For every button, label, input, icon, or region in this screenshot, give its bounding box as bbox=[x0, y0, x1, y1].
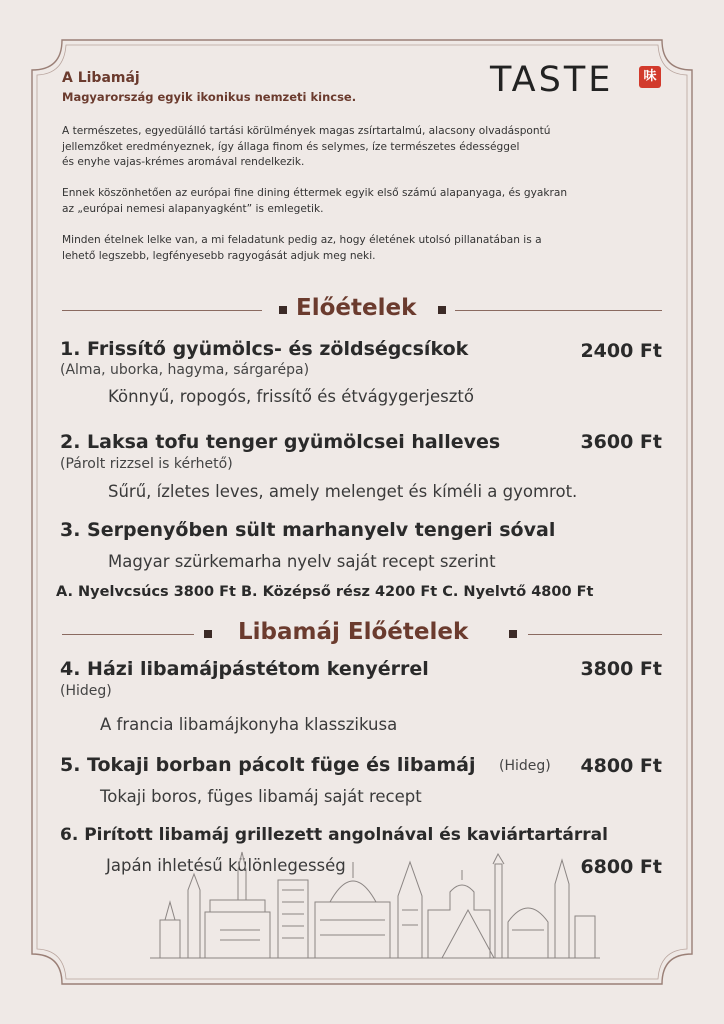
menu-item-description: Tokaji boros, füges libamáj saját recept bbox=[100, 787, 422, 806]
menu-item-description: Könnyű, ropogós, frissítő és étvágygerjesztő bbox=[108, 387, 474, 406]
menu-item-name: 5. Tokaji borban pácolt füge és libamáj bbox=[60, 754, 476, 776]
menu-item-note: (Hideg) bbox=[60, 683, 112, 699]
square-ornament-icon bbox=[438, 306, 446, 314]
seal-icon: 味 bbox=[639, 66, 661, 88]
intro-title: A Libamáj bbox=[62, 70, 140, 86]
menu-item-name: 3. Serpenyőben sült marhanyelv tengeri sóval bbox=[60, 519, 556, 541]
menu-item-note: (Hideg) bbox=[499, 758, 551, 774]
menu-item-description: A francia libamájkonyha klasszikusa bbox=[100, 715, 398, 734]
intro-paragraph-3: Minden ételnek lelke van, a mi feladatunk pedig az, hogy életének utolsó pillanatában is a lehető legszebb, legfényesebb ragyogását adjuk meg neki. bbox=[62, 234, 542, 262]
budapest-skyline-illustration bbox=[150, 840, 600, 960]
brand-logo: TASTE bbox=[490, 60, 614, 100]
intro-paragraph-1: A természetes, egyedülálló tartási körülmények magas zsírtartalmú, alacsony olvadáspontú jellemzőket eredményeznek, így állaga finom és selymes, íze természetes édességgel és enyhe vajas-krémes aromával rendelkezik. bbox=[62, 125, 551, 168]
menu-item-name: 2. Laksa tofu tenger gyümölcsei halleves bbox=[60, 431, 501, 453]
menu-item-name: 1. Frissítő gyümölcs- és zöldségcsíkok bbox=[60, 338, 469, 360]
menu-item-description: Japán ihletésű különlegesség bbox=[106, 856, 346, 875]
menu-item-name: 6. Pirított libamáj grillezett angolnával és kaviártartárral bbox=[60, 825, 608, 845]
menu-item-price: 6800 Ft bbox=[580, 856, 662, 878]
menu-item-note: (Párolt rizzsel is kérhető) bbox=[60, 456, 233, 472]
square-ornament-icon bbox=[509, 630, 517, 638]
menu-item-description: Sűrű, ízletes leves, amely melenget és kíméli a gyomrot. bbox=[108, 482, 578, 501]
section-divider bbox=[455, 310, 662, 311]
square-ornament-icon bbox=[279, 306, 287, 314]
menu-item-note: (Alma, uborka, hagyma, sárgarépa) bbox=[60, 362, 310, 378]
intro-subtitle: Magyarország egyik ikonikus nemzeti kincse. bbox=[62, 90, 357, 104]
intro-paragraph-2: Ennek köszönhetően az európai fine dining éttermek egyik első számú alapanyaga, és gyakran az „európai nemesi alapanyagként” is emlegetik. bbox=[62, 187, 568, 215]
section-divider bbox=[528, 634, 662, 635]
section-divider bbox=[62, 310, 262, 311]
square-ornament-icon bbox=[204, 630, 212, 638]
menu-item-price: 2400 Ft bbox=[580, 340, 662, 362]
menu-item-price: 4800 Ft bbox=[580, 755, 662, 777]
section-divider bbox=[62, 634, 194, 635]
menu-item-description: Magyar szürkemarha nyelv saját recept szerint bbox=[108, 552, 496, 571]
menu-item-variants: A. Nyelvcsúcs 3800 Ft B. Középső rész 4200 Ft C. Nyelvtő 4800 Ft bbox=[56, 584, 594, 600]
section-title-libamaj-eloetelek: Libamáj Előételek bbox=[238, 619, 469, 645]
menu-item-price: 3800 Ft bbox=[580, 658, 662, 680]
menu-item-name: 4. Házi libamájpástétom kenyérrel bbox=[60, 658, 429, 680]
menu-item-price: 3600 Ft bbox=[580, 431, 662, 453]
section-title-elotelek: Előételek bbox=[296, 295, 417, 321]
